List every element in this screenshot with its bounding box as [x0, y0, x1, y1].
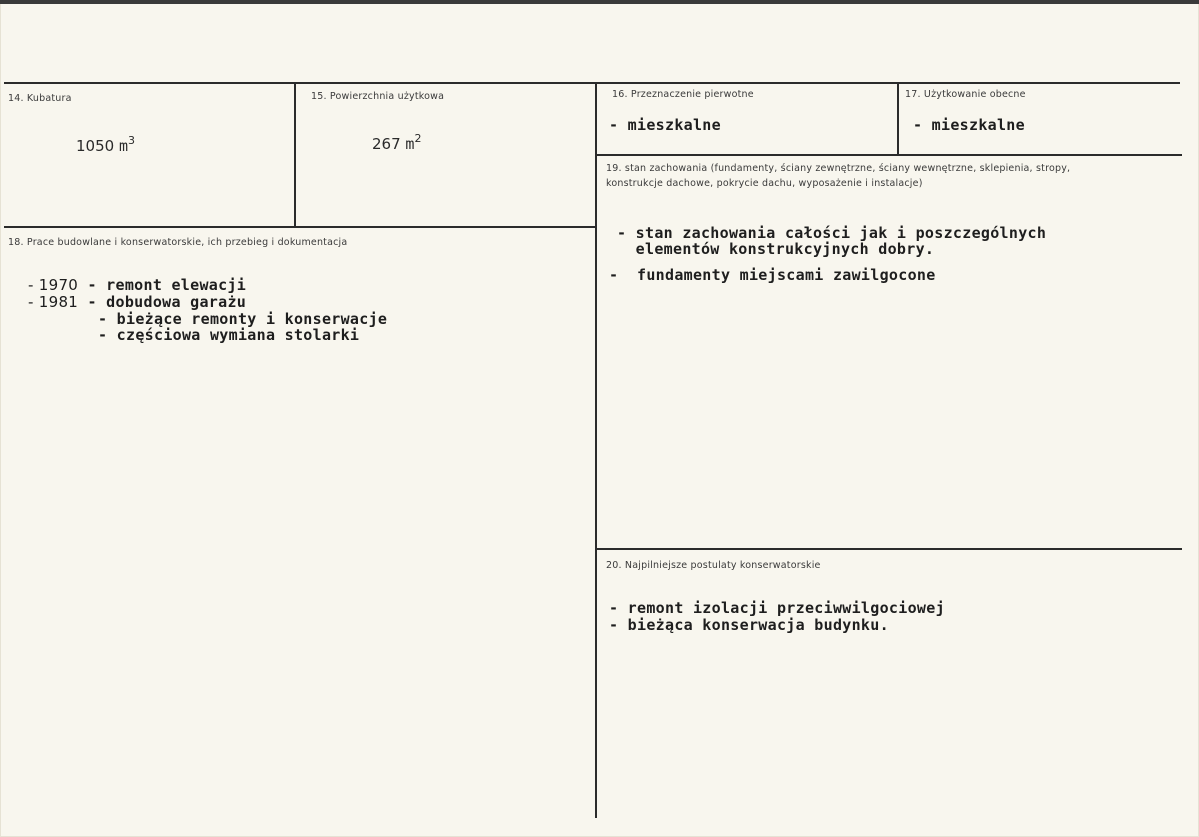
- field-15-label: 15. Powierzchnia użytkowa: [311, 91, 445, 102]
- field-18-text: - dobudowa garażu: [87, 293, 247, 311]
- grid-line-16-19: [596, 154, 1182, 156]
- grid-line-19-20: [596, 548, 1182, 550]
- field-14-unit: m: [118, 137, 128, 155]
- field-15-number: 267: [372, 135, 401, 153]
- grid-line-16-17: [897, 83, 899, 155]
- field-19-line: - fundamenty miejscami zawilgocone: [609, 266, 936, 284]
- field-15-unit: m: [405, 135, 415, 153]
- field-18-year: - 1970: [28, 276, 79, 294]
- field-20-line: - bieżąca konserwacja budynku.: [609, 616, 889, 634]
- field-18-entry: [98, 327, 359, 343]
- field-20-line: - remont izolacji przeciwwilgociowej: [609, 599, 945, 617]
- field-19-line: - stan zachowania całości jak i poszczególnych: [617, 224, 1047, 242]
- field-19-line: elementów konstrukcyjnych dobry.: [617, 240, 935, 258]
- grid-line-14-15: [294, 83, 296, 228]
- field-18-year: - 1981: [28, 293, 79, 311]
- field-14-number: 1050: [76, 137, 115, 155]
- field-18-text: - częściowa wymiana stolarki: [98, 326, 360, 344]
- field-17-label: 17. Użytkowanie obecne: [905, 89, 1026, 100]
- field-18-entry: [28, 277, 246, 293]
- field-18-text: - remont elewacji: [87, 276, 247, 294]
- field-18-entry: [98, 311, 387, 327]
- field-17-value: - mieszkalne: [913, 116, 1025, 134]
- field-16-value: - mieszkalne: [609, 116, 721, 134]
- field-14-label: 14. Kubatura: [8, 93, 72, 104]
- field-18-entry: [28, 294, 246, 310]
- field-15-exponent: 2: [414, 132, 422, 145]
- field-20-label: 20. Najpilniejsze postulaty konserwatorskie: [606, 560, 821, 571]
- field-18-text: - bieżące remonty i konserwacje: [98, 310, 388, 328]
- grid-line-14-18: [4, 226, 596, 228]
- grid-line-center: [595, 83, 597, 818]
- grid-line-top: [4, 82, 1180, 84]
- field-16-label: 16. Przeznaczenie pierwotne: [612, 89, 754, 100]
- field-19-label: 19. stan zachowania (fundamenty, ściany zewnętrzne, ściany wewnętrzne, sklepienia, stropy, konstrukcje dachowe, pokrycie dachu, wyposażenie i instalacje): [606, 163, 1071, 189]
- field-14-value: [76, 134, 135, 155]
- field-14-exponent: 3: [128, 134, 135, 147]
- field-15-value: [372, 132, 421, 153]
- top-edge: [0, 0, 1199, 4]
- field-18-label: 18. Prace budowlane i konserwatorskie, ich przebieg i dokumentacja: [8, 237, 348, 248]
